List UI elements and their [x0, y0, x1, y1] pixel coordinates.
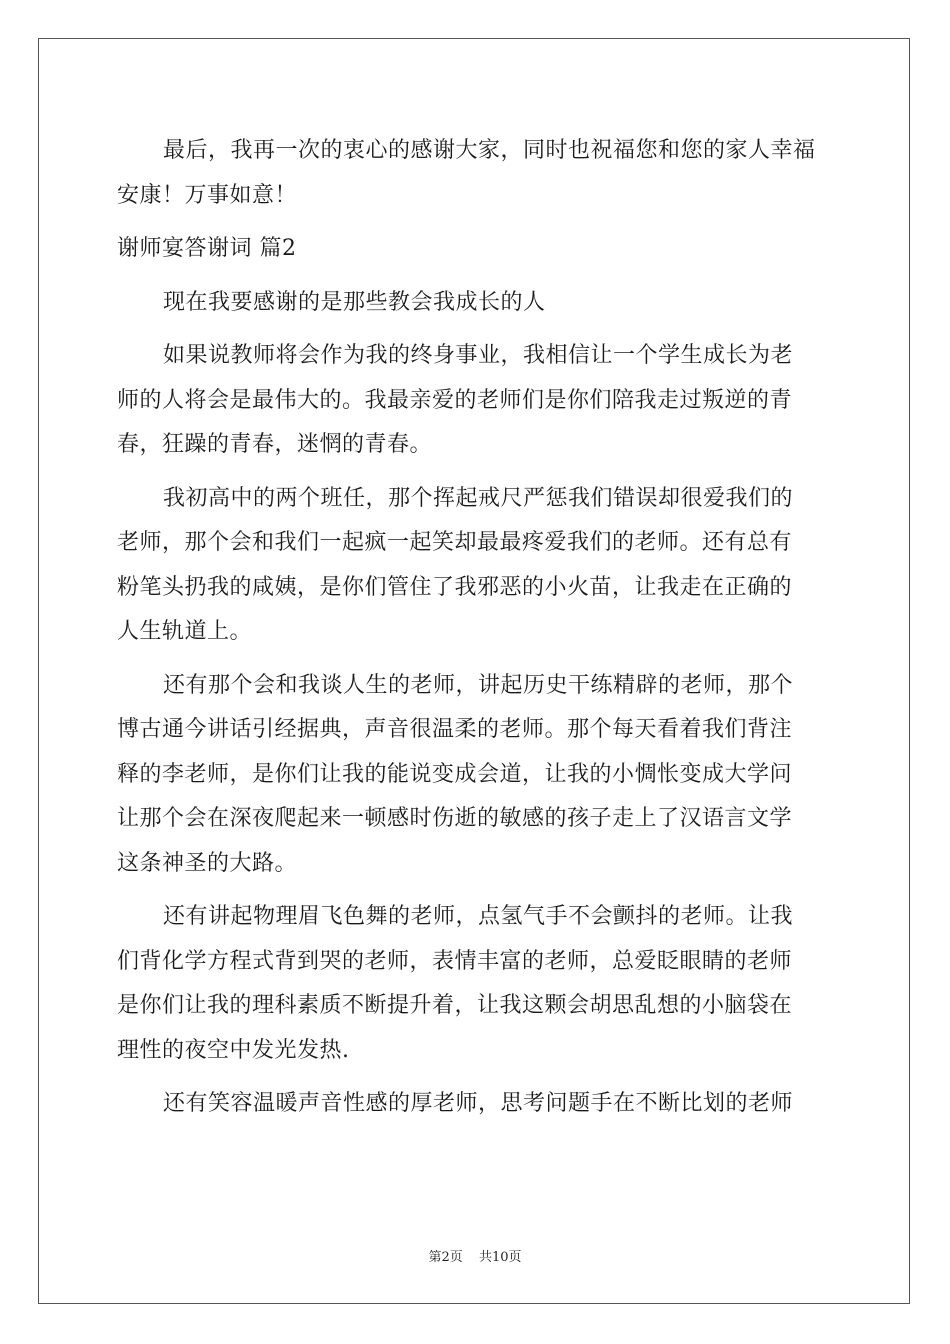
text-line: 人生轨道上。 — [117, 619, 253, 644]
page-footer — [0, 1246, 950, 1265]
paragraph — [117, 1082, 833, 1127]
text-line: 安康！万事如意！ — [117, 182, 298, 208]
text-line: 谢师宴答谢词 篇2 — [117, 236, 297, 261]
paragraph — [117, 477, 833, 655]
text-line: 如果说教师将会作为我的终身事业，我相信让一个学生成长为老 — [163, 343, 794, 368]
page-total: 共10页 — [478, 1250, 522, 1265]
text-line: 师的人将会是最伟大的。我最亲爱的老师们是你们陪我走过叛逆的青 — [117, 387, 793, 413]
text-line: 释的李老师，是你们让我的能说变成会道，让我的小惆怅变成大学问 — [117, 761, 793, 787]
text-line: 最后，我再一次的衷心的感谢大家，同时也祝福您和您的家人幸福 — [163, 138, 816, 163]
paragraph — [117, 664, 833, 887]
text-line: 老师，那个会和我们一起疯一起笑却最最疼爱我们的老师。还有总有 — [117, 530, 793, 555]
paragraph — [117, 334, 833, 468]
text-line: 理性的夜空中发光发热. — [117, 1037, 350, 1063]
paragraph — [117, 895, 833, 1073]
text-line: 这条神圣的大路。 — [117, 850, 298, 876]
text-line: 还有笑容温暖声音性感的厚老师，思考问题手在不断比划的老师 — [163, 1091, 794, 1116]
paragraph — [117, 281, 833, 326]
page-number: 第2页 — [428, 1250, 463, 1265]
text-line: 春，狂躁的青春，迷惘的青春。 — [117, 432, 433, 457]
text-line: 我初高中的两个班任，那个挥起戒尺严惩我们错误却很爱我们的 — [163, 485, 794, 511]
text-line: 是你们让我的理科素质不断提升着，让我这颗会胡思乱想的小脑袋在 — [117, 993, 793, 1018]
text-line: 们背化学方程式背到哭的老师，表情丰富的老师，总爱眨眼睛的老师 — [117, 948, 793, 974]
text-line: 博古通今讲话引经据典，声音很温柔的老师。那个每天看着我们背注 — [117, 717, 793, 742]
text-line: 还有那个会和我谈人生的老师，讲起历史干练精辟的老师，那个 — [163, 672, 794, 698]
text-line: 还有讲起物理眉飞色舞的老师，点氢气手不会颤抖的老师。让我 — [163, 904, 794, 929]
section-heading — [117, 227, 833, 272]
paragraph — [117, 129, 833, 218]
text-line: 粉笔头扔我的咸姨，是你们管住了我邪恶的小火苗，让我走在正确的 — [117, 574, 793, 600]
document-body — [117, 129, 833, 1127]
text-line: 现在我要感谢的是那些教会我成长的人 — [163, 289, 546, 315]
text-line: 让那个会在深夜爬起来一顿感时伤逝的敏感的孩子走上了汉语言文学 — [117, 806, 793, 831]
